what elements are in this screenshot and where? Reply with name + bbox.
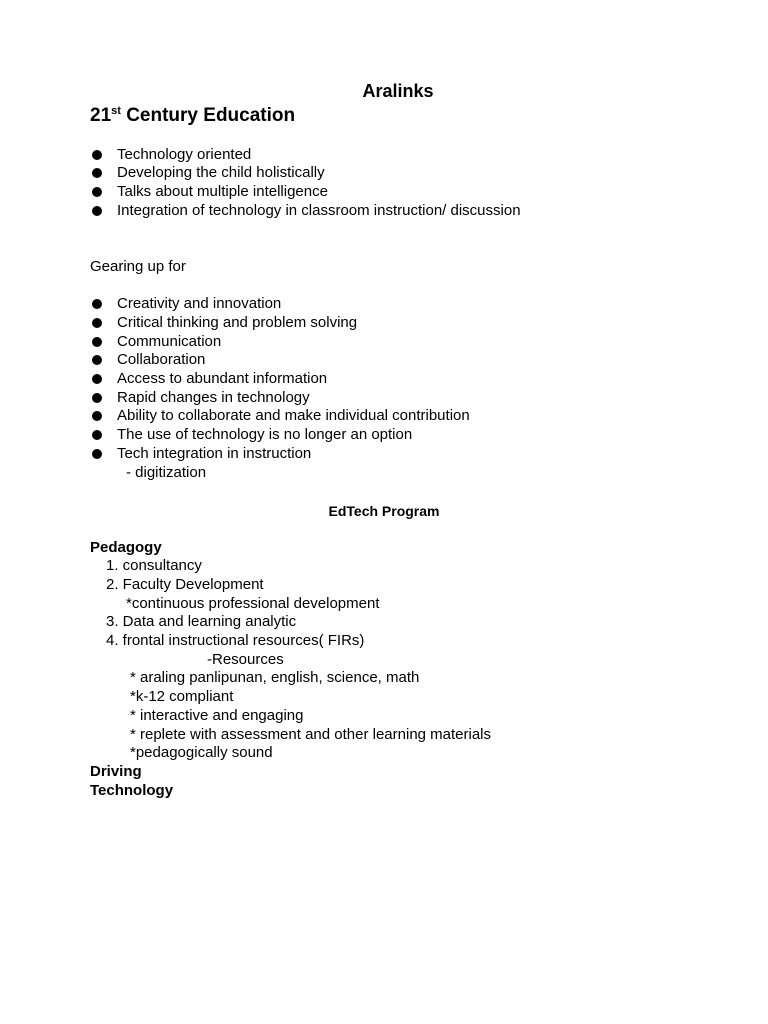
list-sub-item: - digitization [126,464,207,481]
pedagogy-item: 3. Data and learning analytic [106,613,297,630]
heading-ordinal-suffix: st [111,105,121,117]
bullet-icon [92,168,102,178]
list-item: Access to abundant information [117,370,328,387]
bullet-icon [92,299,102,309]
pedagogy-item: *continuous professional development [126,595,380,612]
list-item: Communication [117,333,222,350]
pedagogy-item: * interactive and engaging [130,707,304,724]
pedagogy-item: * replete with assessment and other learning materials [130,726,492,743]
list-item: Rapid changes in technology [117,389,310,406]
pedagogy-item: *pedagogically sound [130,744,273,761]
list-item: Creativity and innovation [117,295,282,312]
bullet-icon [92,355,102,365]
heading-text: Century Education [120,105,296,126]
pedagogy-item: * araling panlipunan, english, science, math [130,669,420,686]
bullet-icon [92,337,102,347]
program-title: EdTech Program [328,503,440,519]
list-item: Technology oriented [117,146,252,163]
pedagogy-label: Pedagogy [90,539,162,556]
list-item: Collaboration [117,351,206,368]
bullet-icon [92,374,102,384]
document-title: Aralinks [362,81,434,101]
list-item: The use of technology is no longer an option [117,426,413,443]
pedagogy-item: 2. Faculty Development [106,576,264,593]
list-item: Tech integration in instruction [117,445,312,462]
bullet-icon [92,393,102,403]
bullet-icon [92,318,102,328]
bullet-icon [92,411,102,421]
technology-label: Technology [90,782,174,799]
gearing-label: Gearing up for [90,258,186,275]
list-item: Integration of technology in classroom instruction/ discussion [117,202,521,219]
list-item: Critical thinking and problem solving [117,314,358,331]
pedagogy-item: -Resources [207,651,284,668]
bullet-icon [92,430,102,440]
driving-label: Driving [90,763,142,780]
section-heading [90,104,295,128]
heading-number: 21 [90,105,112,126]
pedagogy-item: 4. frontal instructional resources( FIRs) [106,632,365,649]
bullet-icon [92,449,102,459]
pedagogy-item: *k-12 compliant [130,688,234,705]
list-item: Talks about multiple intelligence [117,183,328,200]
bullet-icon [92,187,102,197]
list-item: Developing the child holistically [117,164,325,181]
pedagogy-item: 1. consultancy [106,557,202,574]
bullet-icon [92,206,102,216]
bullet-icon [92,150,102,160]
list-item: Ability to collaborate and make individual contribution [117,407,470,424]
